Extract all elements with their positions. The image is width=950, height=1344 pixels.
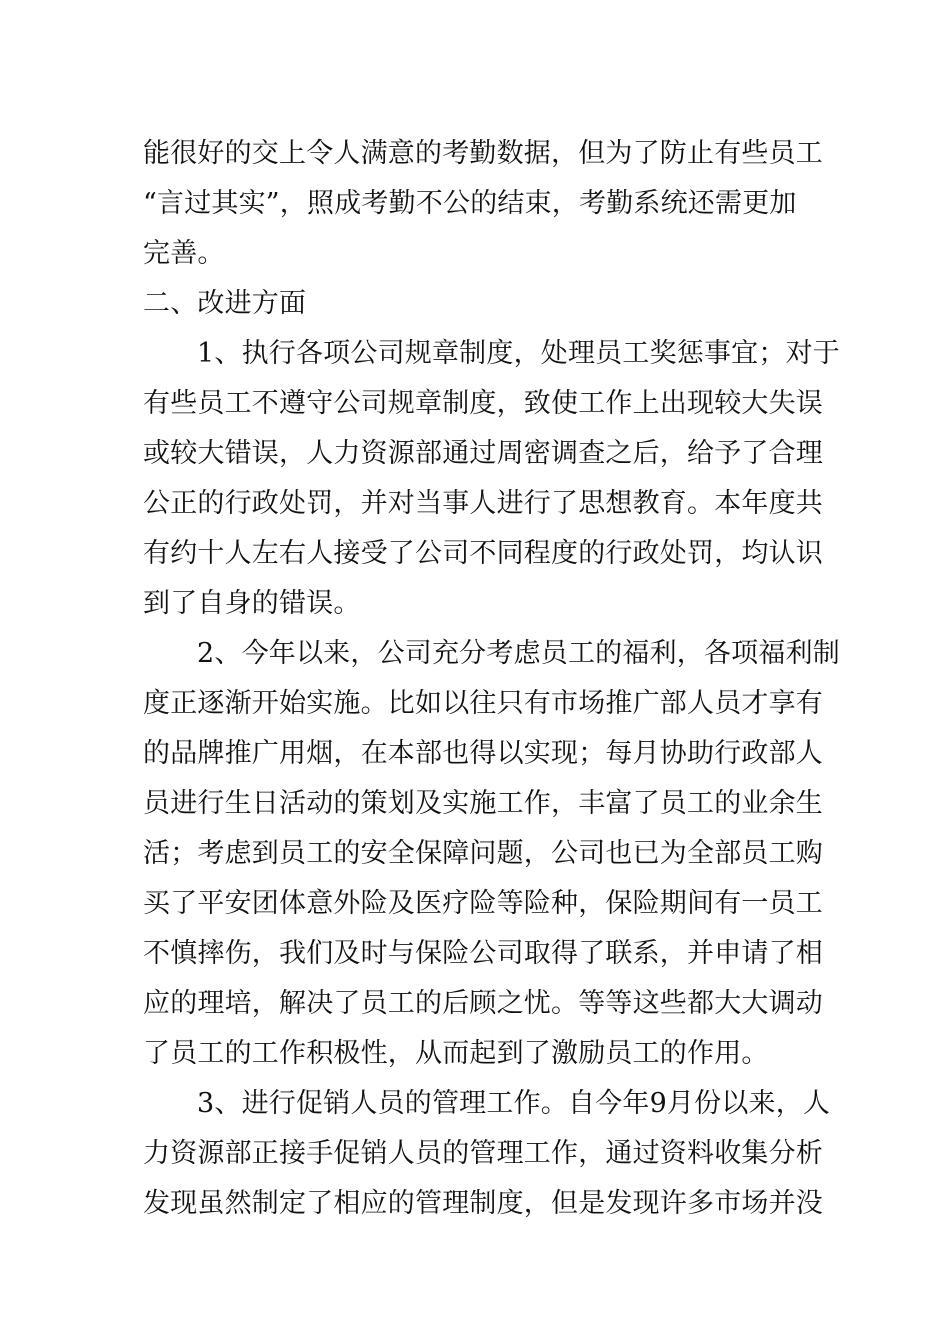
document-body [143,129,840,1229]
text-line: 完善。 [143,238,225,269]
text-line: 有些员工不遵守公司规章制度，致使工作上出现较大失误 [143,388,823,419]
text-line: 3、进行促销人员的管理工作。自今年9月份以来，人 [197,1088,831,1119]
text-line: 能很好的交上令人满意的考勤数据，但为了防止有些员工 [143,138,823,169]
text-line: 力资源部正接手促销人员的管理工作，通过资料收集分析 [143,1138,823,1169]
text-line: 买了平安团体意外险及医疗险等险种，保险期间有一员工 [143,888,823,919]
text-line: 度正逐渐开始实施。比如以往只有市场推广部人员才享有 [143,688,823,719]
text-line: 公正的行政处罚，并对当事人进行了思想教育。本年度共 [143,488,823,519]
text-line: 有约十人左右人接受了公司不同程度的行政处罚，均认识 [143,538,823,569]
text-line: 员进行生日活动的策划及实施工作，丰富了员工的业余生 [143,788,823,819]
text-line: “言过其实”，照成考勤不公的结束，考勤系统还需更加 [143,188,797,219]
section-heading: 二、改进方面 [143,288,307,319]
text-line: 到了自身的错误。 [143,588,361,619]
text-line: 或较大错误，人力资源部通过周密调查之后，给予了合理 [143,438,823,469]
text-line: 的品牌推广用烟，在本部也得以实现；每月协助行政部人 [143,738,823,769]
text-line: 不慎摔伤，我们及时与保险公司取得了联系，并申请了相 [143,938,823,969]
text-line: 应的理培，解决了员工的后顾之忧。等等这些都大大调动 [143,988,823,1019]
text-line: 2、今年以来，公司充分考虑员工的福利，各项福利制 [197,638,840,669]
text-line: 活；考虑到员工的安全保障问题，公司也已为全部员工购 [143,838,823,869]
text-line: 1、执行各项公司规章制度，处理员工奖惩事宜；对于 [197,338,840,369]
text-line: 发现虽然制定了相应的管理制度，但是发现许多市场并没 [143,1188,823,1219]
text-line: 了员工的工作积极性，从而起到了激励员工的作用。 [143,1038,769,1069]
